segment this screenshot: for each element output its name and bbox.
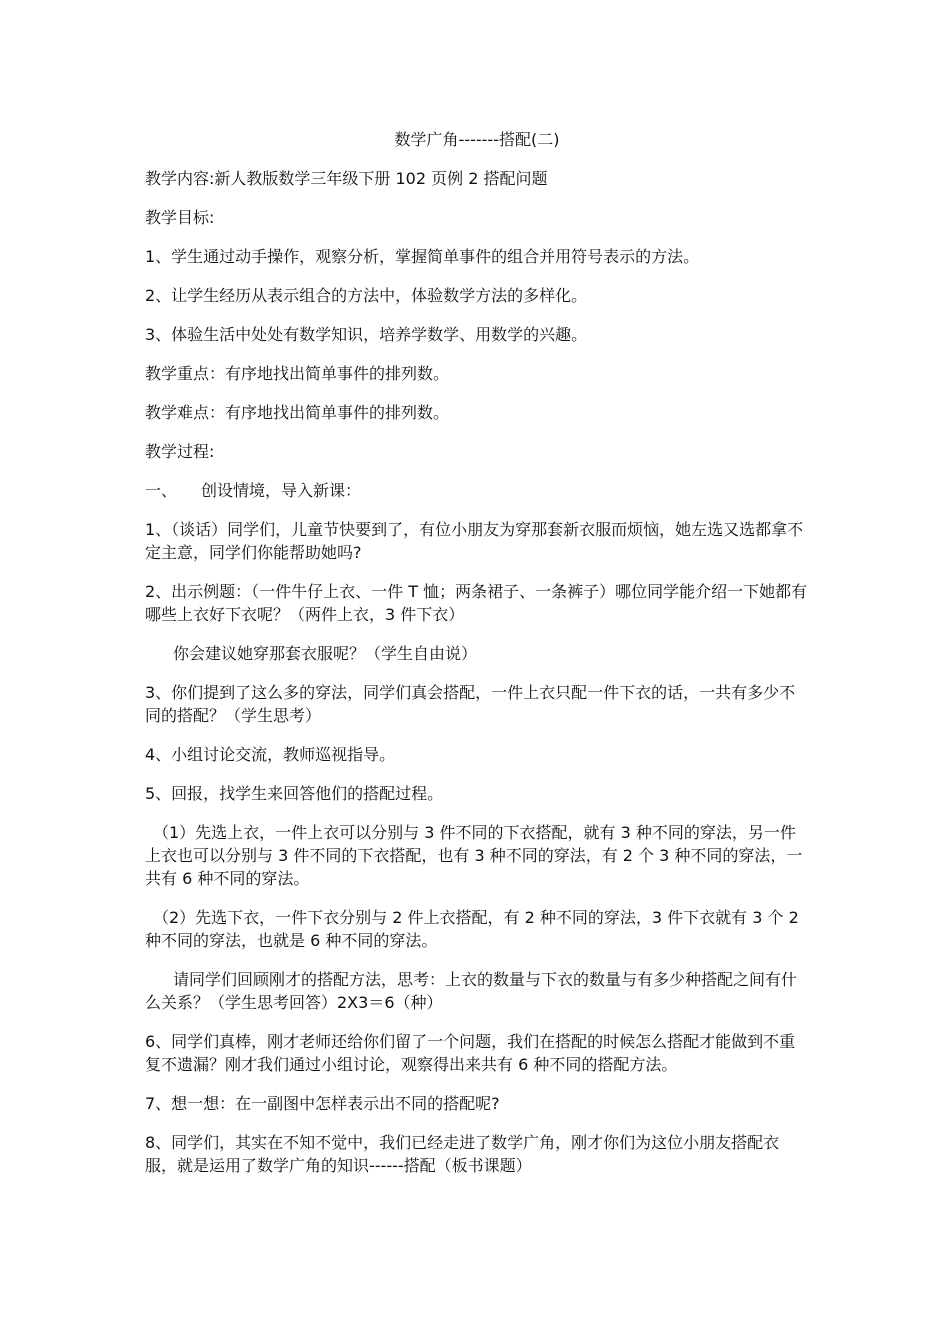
document-body: [145, 128, 809, 1193]
difficult-point: 教学难点：有序地找出简单事件的排列数。: [145, 403, 450, 422]
step-5-method-2: （2）先选下衣，一件下衣分别与 2 件上衣搭配，有 2 种不同的穿法，3 件下衣就有 3 个 2 种不同的穿法，也就是 6 种不同的穿法。: [145, 908, 799, 950]
teaching-content: 教学内容:新人教版数学三年级下册 102 页例 2 搭配问题: [145, 169, 548, 188]
section-title: 创设情境，导入新课：: [201, 481, 362, 500]
objective-item: 2、让学生经历从表示组合的方法中，体验数学方法的多样化。: [145, 286, 588, 305]
step-3: 3、你们提到了这么多的穿法，同学们真会搭配，一件上衣只配一件下衣的话，一共有多少不同的搭配？（学生思考）: [145, 683, 796, 725]
objective-item: 3、体验生活中处处有数学知识，培养学数学、用数学的兴趣。: [145, 325, 588, 344]
step-1: 1、（谈话）同学们，儿童节快要到了，有位小朋友为穿那套新衣服而烦恼，她左选又选都拿不定主意，同学们你能帮助她吗?: [145, 520, 804, 562]
step-2: 2、出示例题：（一件牛仔上衣、一件 T 恤；两条裙子、一条裤子）哪位同学能介绍一下她都有哪些上衣好下衣呢？（两件上衣，3 件下衣）: [145, 582, 808, 624]
key-point: 教学重点：有序地找出简单事件的排列数。: [145, 364, 450, 383]
objective-item: 1、学生通过动手操作，观察分析，掌握简单事件的组合并用符号表示的方法。: [145, 247, 700, 266]
step-2-followup: 你会建议她穿那套衣服呢？（学生自由说）: [173, 644, 478, 663]
step-5-method-1: （1）先选上衣，一件上衣可以分别与 3 件不同的下衣搭配，就有 3 种不同的穿法，另一件上衣也可以分别与 3 件不同的下衣搭配，也有 3 种不同的穿法，有 2 个 3 种不同的穿法，一共有 6 种不同的穿法。: [145, 823, 803, 888]
step-5: 5、回报，找学生来回答他们的搭配过程。: [145, 784, 444, 803]
process-heading: 教学过程:: [145, 442, 215, 461]
step-8: 8、同学们，其实在不知不觉中，我们已经走进了数学广角，刚才你们为这位小朋友搭配衣服，就是运用了数学广角的知识------搭配（板书课题）: [145, 1133, 780, 1175]
step-6: 6、同学们真棒，刚才老师还给你们留了一个问题，我们在搭配的时候怎么搭配才能做到不重复不遗漏？刚才我们通过小组讨论，观察得出来共有 6 种不同的搭配方法。: [145, 1032, 796, 1074]
step-7: 7、想一想：在一副图中怎样表示出不同的搭配呢?: [145, 1094, 500, 1113]
section-number: 一、: [145, 481, 178, 500]
section-heading: [145, 479, 809, 502]
objectives-heading: 教学目标:: [145, 208, 215, 227]
step-4: 4、小组讨论交流，教师巡视指导。: [145, 745, 396, 764]
step-5-reflection: 请同学们回顾刚才的搭配方法，思考：上衣的数量与下衣的数量与有多少种搭配之间有什么关系？（学生思考回答）2X3＝6（种）: [145, 970, 798, 1012]
document-title: 数学广角-------搭配(二): [394, 130, 560, 149]
